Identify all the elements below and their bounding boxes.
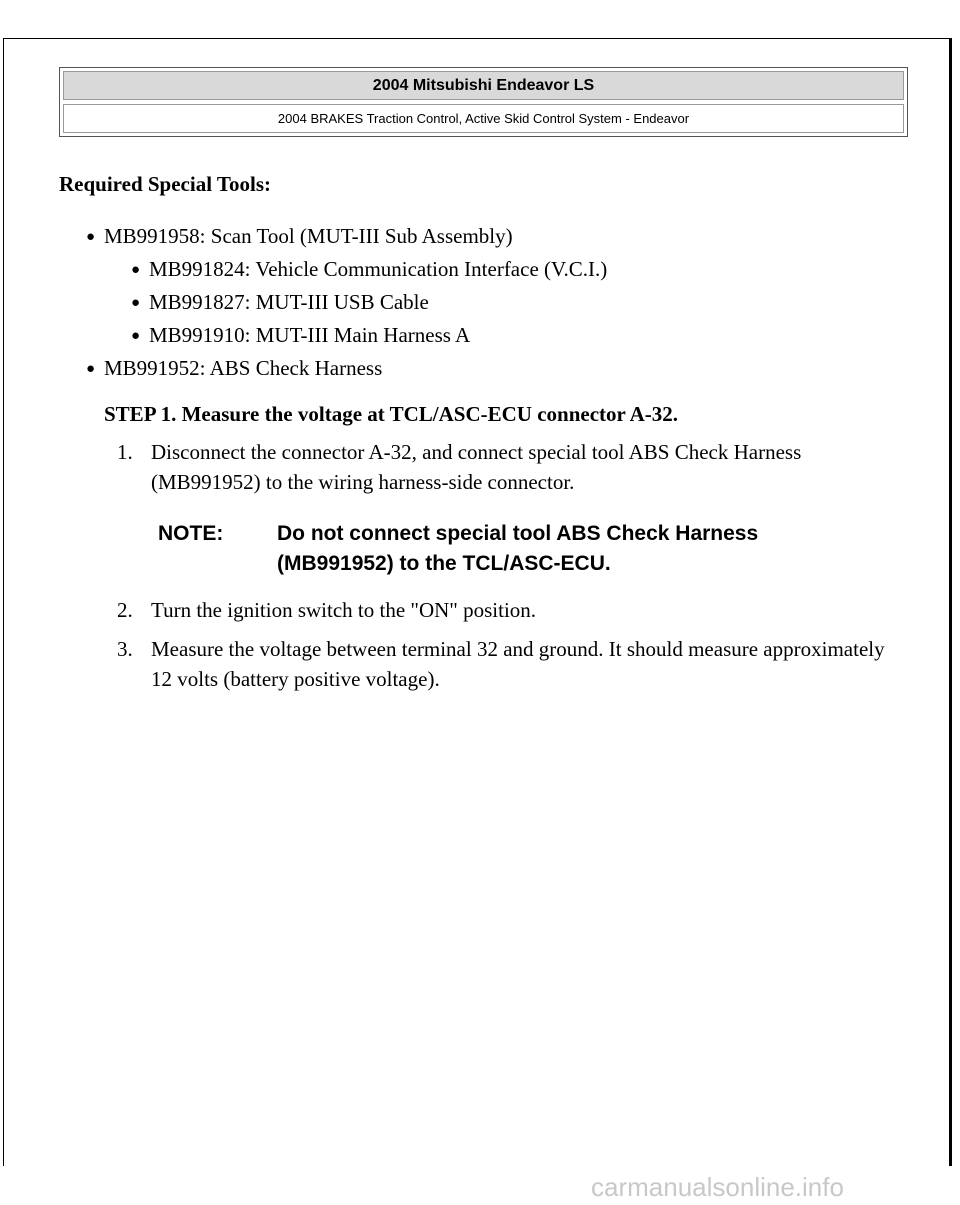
step-number: 2. [117, 598, 133, 622]
step-title: STEP 1. Measure the voltage at TCL/ASC-ECU connector A-32. [104, 402, 678, 426]
list-item: ● MB991827: MUT-III USB Cable [131, 290, 429, 314]
step-number: 1. [117, 440, 133, 464]
step-number: 3. [117, 637, 133, 661]
watermark-text: carmanualsonline.info [591, 1172, 844, 1202]
document-header [59, 67, 908, 137]
list-item: ● MB991952: ABS Check Harness [86, 356, 383, 380]
bullet-icon: ● [86, 229, 96, 245]
step-item [117, 634, 897, 694]
step-text: Measure the voltage between terminal 32 and ground. It should measure approximately 12 volts (battery positive voltage). [151, 637, 885, 691]
header-subtitle: 2004 BRAKES Traction Control, Active Skid Control System - Endeavor [63, 104, 904, 133]
bullet-icon: ● [131, 295, 141, 311]
list-item: ● MB991958: Scan Tool (MUT-III Sub Assembly) [86, 224, 513, 248]
step-item [117, 437, 897, 497]
list-item: ● MB991910: MUT-III Main Harness A [131, 323, 471, 347]
bullet-icon: ● [131, 328, 141, 344]
step-item [117, 595, 897, 625]
step-text: Turn the ignition switch to the "ON" position. [151, 598, 537, 622]
step-text: Disconnect the connector A-32, and connect special tool ABS Check Harness (MB991952) to the wiring harness-side connector. [151, 440, 802, 494]
note-box [158, 519, 878, 579]
bullet-icon: ● [86, 361, 96, 377]
header-title: 2004 Mitsubishi Endeavor LS [63, 71, 904, 100]
note-text: Do not connect special tool ABS Check Harness (MB991952) to the TCL/ASC-ECU. [277, 522, 759, 575]
list-item: ● MB991824: Vehicle Communication Interface (V.C.I.) [131, 257, 608, 281]
note-label: NOTE: [158, 522, 224, 545]
bullet-icon: ● [131, 262, 141, 278]
section-title: Required Special Tools: [59, 172, 271, 196]
